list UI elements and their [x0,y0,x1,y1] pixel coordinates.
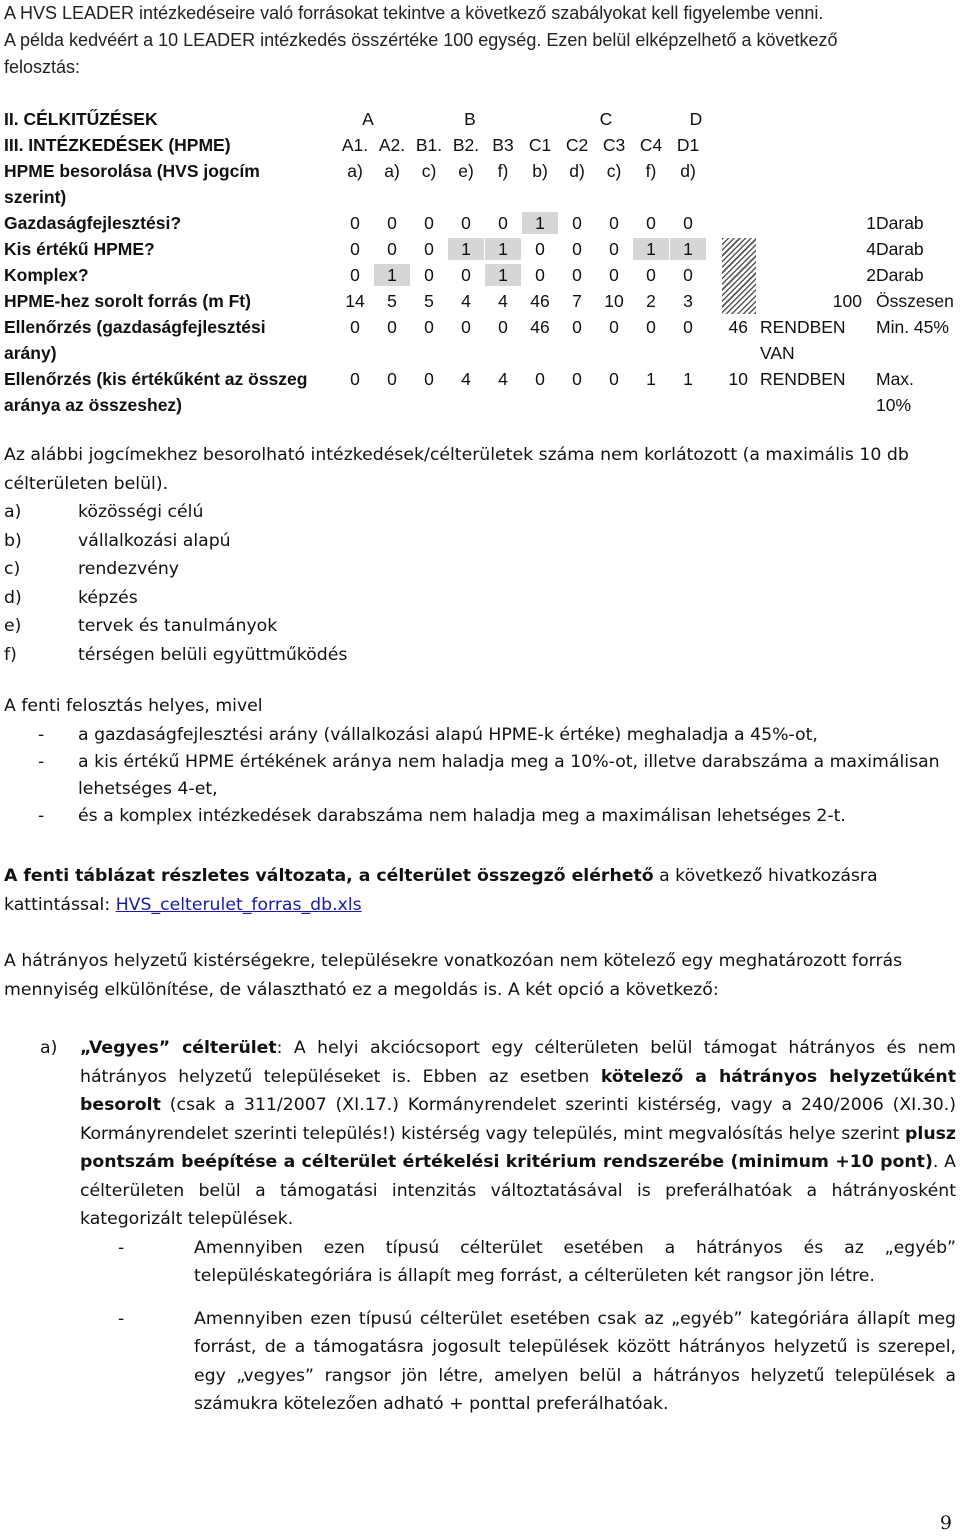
table-cell: 46 [530,291,550,311]
table-cell: 1 [670,238,706,260]
table-cell: a) [384,161,400,181]
table-cell: B1. [415,135,443,155]
status-text: VAN [760,343,795,363]
table-cell: C1 [528,135,552,155]
intro-line: A HVS LEADER intézkedéseire való forrásokat tekintve a következő szabályokat kell figyelembe venni. [4,3,824,23]
table-cell: 0 [387,213,397,233]
row-sum: 1 [866,213,876,233]
list-item [4,612,604,641]
group-header-d: D [689,109,703,129]
table-row-complex [4,262,959,288]
limit-text: Max. [876,369,914,389]
table-cell: d) [680,161,696,181]
table-cell: 0 [387,317,397,337]
row-sum: 100 [832,291,862,311]
table-row-allocated [4,288,959,314]
row-sum: 10 [728,369,748,389]
list-item [4,527,604,556]
list-text: térségen belüli együttműködés [78,644,348,665]
list-marker: a) [4,502,22,522]
page-number: 9 [939,1512,952,1534]
table-cell: 7 [572,291,582,311]
table-cell: 0 [535,265,545,285]
table-cell: 5 [424,291,434,311]
paragraph-text: A hátrányos helyzetű kistérségekre, településekre vonatkozóan nem kötelező egy meghatározott forrás mennyiség elkülönítése, de választható ez a megoldás is. A két opció a következő: [4,951,903,1000]
row-label: Kis értékű HPME? [4,239,155,259]
list-marker: b) [4,530,22,551]
table-cell: 0 [646,265,656,285]
table-row-classification [4,158,959,184]
table-cell: 0 [350,213,360,233]
list-item [4,722,956,749]
list-marker: d) [4,587,22,608]
option-text [80,1034,956,1234]
row-sum: 4 [866,239,876,259]
table-cell: 0 [609,239,619,259]
table-cell: D1 [676,135,700,155]
table-cell: 0 [646,213,656,233]
bold-text: „Vegyes” célterület [80,1038,277,1058]
table-cell: 0 [683,265,693,285]
intro-line: A példa kedvéért a 10 LEADER intézkedés összértéke 100 egység. Ezen belül elképzelhető a következő [4,30,838,50]
bold-text: plusz pontszám beépítése a célterület értékelési kritérium rendszerébe (minimum +10 pont) [80,1123,956,1172]
table-cell: 0 [609,265,619,285]
reasons-list [4,722,956,830]
table-cell: 1 [485,264,521,286]
group-header-a: A [362,109,374,129]
paragraph-correct [4,692,956,721]
table-cell: 1 [522,212,558,234]
table-cell: 0 [424,369,434,389]
paragraph-disadvantaged [4,947,956,1004]
table-cell: 0 [535,369,545,389]
table-cell: 0 [350,317,360,337]
table-cell: 0 [350,239,360,259]
list-text: tervek és tanulmányok [78,616,278,636]
table-cell: 0 [350,265,360,285]
list-item [4,584,604,613]
table-cell: 0 [424,317,434,337]
row-unit: Darab [876,213,924,233]
table-cell: 0 [535,239,545,259]
table-cell: 1 [646,369,656,389]
table-cell: e) [458,161,474,181]
row-label: Ellenőrzés (gazdaságfejlesztési [4,317,266,337]
table-cell: f) [645,161,657,181]
spreadsheet-link[interactable]: HVS_celterulet_forras_db.xls [115,894,362,915]
table-cell: f) [497,161,509,181]
row-label: szerint) [4,187,67,207]
list-marker: - [38,806,45,826]
table-cell: c) [421,161,437,181]
table-cell: 1 [485,238,521,260]
status-text: RENDBEN [760,317,846,337]
table-row-economic [4,210,959,236]
table-cell: 0 [387,239,397,259]
table-row-classification-cont [4,184,959,210]
paragraph-text: Az alábbi jogcímekhez besorolható intézkedések/célterületek száma nem korlátozott (a maximális 10 db célterületen belül). [4,445,909,494]
option-a [4,1034,956,1419]
table-cell: 10 [604,291,624,311]
table-cell: 0 [424,213,434,233]
row-label: HPME-hez sorolt forrás (m Ft) [4,291,251,311]
option-marker: a) [40,1038,58,1058]
spacer [4,1291,956,1305]
list-text: rendezvény [78,559,180,579]
paragraph-link [4,862,956,919]
option-text-part: (csak a 311/2007 (XI.17.) Kormányrendelet szerinti kistérség, vagy a 240/2006 (XI.30.) Kormányrendelet szerinti település!) kistérség vagy település, mint megvalósítás helye szerint [80,1095,956,1144]
intro-text [4,0,956,81]
row-label: HPME besorolása (HVS jogcím [4,161,260,181]
table-cell: d) [569,161,585,181]
table-cell: 0 [572,239,582,259]
row-label: arány) [4,343,57,363]
table-cell: 0 [461,317,471,337]
table-cell: 0 [461,213,471,233]
row-label: Komplex? [4,265,89,285]
table-cell: 0 [572,265,582,285]
bold-text: A fenti táblázat részletes változata, a célterület összegző elérhető [4,866,654,886]
list-text: közösségi célú [78,502,204,522]
table-cell: C2 [565,135,589,155]
list-marker: - [118,1308,125,1329]
table-cell: 0 [572,213,582,233]
table-cell: 0 [609,369,619,389]
sub-item [118,1234,956,1291]
table-row-measures [4,132,959,158]
table-cell: 0 [609,213,619,233]
list-item [4,498,604,527]
limit-text: Min. 45% [876,317,949,337]
table-cell: 0 [646,317,656,337]
table-row-check-small [4,366,959,392]
paragraph-text: A fenti felosztás helyes, mivel [4,696,263,716]
table-cell: B2. [452,135,480,155]
table-cell: C4 [639,135,663,155]
table-cell: 1 [374,264,410,286]
list-marker: - [38,752,45,772]
table-cell: 4 [461,291,471,311]
row-unit: Összesen [876,291,954,311]
list-text: a gazdaságfejlesztési arány (vállalkozási alapú HPME-k értéke) meghaladja a 45%-ot, [78,725,818,745]
list-marker: - [118,1237,125,1258]
list-text: a kis értékű HPME értékének aránya nem haladja meg a 10%-ot, illetve darabszáma a maximálisan lehetséges 4-et, [78,752,940,799]
table-row-objectives [4,106,959,132]
table-cell: 4 [498,291,508,311]
intro-line: felosztás: [4,57,81,77]
allocation-table [4,106,959,418]
table-cell: 0 [461,265,471,285]
status-text: RENDBEN [760,369,846,389]
paragraph-text [4,862,956,919]
table-cell: 0 [683,317,693,337]
limit-text: 10% [876,395,912,415]
row-label: Ellenőrzés (kis értékűként az összeg [4,369,308,389]
table-cell: 0 [424,239,434,259]
row-label: II. CÉLKITŰZÉSEK [4,109,158,129]
option-text-part: . A célterületen belül a támogatási intenzitás változtatásával is preferálhatóak a hátrányosként kategorizált települések. [80,1152,956,1229]
list-marker: e) [4,616,22,636]
list-text: Amennyiben ezen típusú célterület esetében csak az „egyéb” kategóriára állapít meg forrást, de a támogatásra jogosult települések között hátrányos helyzetű is szerepel, egy „vegyes” rangsor jön létre, amelyen belül a hátrányos helyzetű települések a számukra kötelezően adható + ponttal preferálhatóak. [194,1308,956,1414]
table-cell: 0 [350,369,360,389]
table-cell: 0 [572,369,582,389]
table-cell: 2 [646,291,656,311]
row-label: aránya az összeshez) [4,395,183,415]
table-cell: 1 [448,238,484,260]
row-label: Gazdaságfejlesztési? [4,213,182,233]
table-cell: a) [347,161,363,181]
table-cell: 0 [424,265,434,285]
table-cell: 0 [498,213,508,233]
table-cell: 1 [683,369,693,389]
row-sum: 46 [728,317,748,337]
row-sum: 2 [866,265,876,285]
table-cell: 5 [387,291,397,311]
table-cell: 0 [387,369,397,389]
list-item [4,749,956,803]
paragraph-text-rest: a következő hivatkozásra kattintással: [4,866,878,915]
list-marker: c) [4,559,21,579]
table-cell: A1. [341,135,369,155]
list-text: vállalkozási alapú [78,530,231,551]
table-cell: 4 [461,369,471,389]
table-cell: 0 [683,213,693,233]
row-unit: Darab [876,265,924,285]
group-header-b: B [464,109,476,129]
bold-text: kötelező a hátrányos helyzetűként besorolt [80,1066,956,1115]
table-row-check-economic-cont [4,340,959,366]
table-cell: C3 [602,135,626,155]
table-cell: 0 [572,317,582,337]
list-item [4,555,604,584]
table-cell: 46 [530,317,550,337]
list-marker: f) [4,644,17,665]
table-cell: A2. [378,135,406,155]
paragraph-unlimited [4,441,956,498]
list-text: Amennyiben ezen típusú célterület esetében a hátrányos és az „egyéb” településkategóriára is állapít meg forrást, a célterületen két rangsor jön létre. [194,1237,956,1286]
table-row-check-small-cont [4,392,959,418]
category-list [4,498,604,669]
table-row-small-value [4,236,959,262]
table-cell: 1 [633,238,669,260]
table-cell: b) [532,161,548,181]
table-cell: 4 [498,369,508,389]
list-item [4,803,956,830]
sub-item [118,1305,956,1419]
group-header-c: C [599,109,613,129]
list-text: és a komplex intézkedések darabszáma nem haladja meg a maximálisan lehetséges 2-t. [78,806,846,826]
list-marker: - [38,725,45,745]
list-item [4,641,604,670]
table-cell: c) [606,161,622,181]
row-unit: Darab [876,239,924,259]
table-row-check-economic [4,314,959,340]
option-text-part: : A helyi akciócsoport egy célterületen belül támogat hátrányos és nem hátrányos helyzetű településeket is. Ebben az esetben [80,1038,956,1087]
row-label: III. INTÉZKEDÉSEK (HPME) [4,135,231,155]
table-cell: B3 [492,135,514,155]
list-text: képzés [78,587,138,608]
table-cell: 14 [345,291,365,311]
table-cell: 0 [498,317,508,337]
table-cell: 3 [683,291,693,311]
table-cell: 0 [609,317,619,337]
